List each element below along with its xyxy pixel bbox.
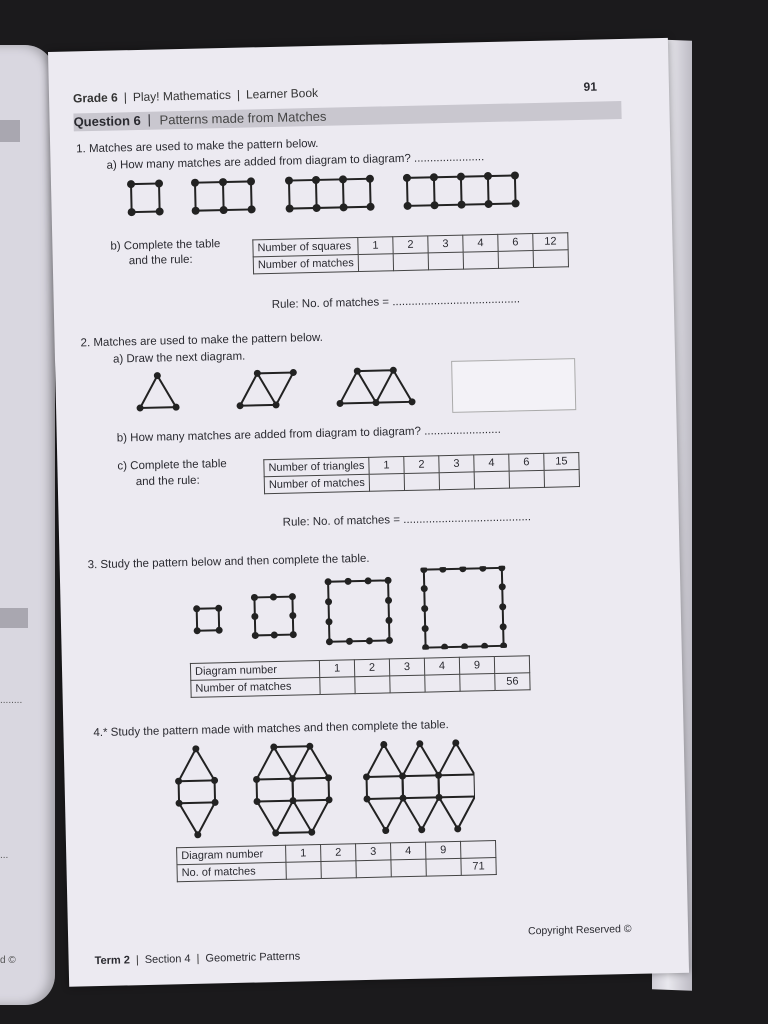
table-cell: 2 — [393, 236, 428, 254]
table-cell: 6 — [509, 453, 544, 471]
q2-c: c) Complete the table — [117, 458, 227, 473]
q1-intro: 1. Matches are used to make the pattern below. — [76, 137, 319, 156]
answer-cell[interactable] — [544, 470, 579, 488]
answer-cell[interactable] — [439, 472, 474, 490]
q4-hexagon-pattern — [174, 737, 476, 840]
table-cell: 1 — [319, 660, 354, 678]
answer-cell[interactable] — [463, 251, 498, 269]
q1-rule[interactable]: Rule: No. of matches = ........................................ — [271, 293, 521, 311]
table-cell: 15 — [544, 453, 579, 471]
grade-label: Grade 6 — [72, 90, 118, 106]
table-cell: 9 — [426, 841, 461, 859]
q2-drawing-box[interactable] — [451, 358, 576, 413]
table-cell: 3 — [439, 455, 474, 473]
table-cell: 4 — [391, 842, 426, 860]
q3-intro: 3. Study the pattern below and then complete the table. — [87, 552, 370, 572]
q2-c-rule-label: and the rule: — [135, 474, 200, 489]
table-row-header: Number of matches — [253, 255, 358, 274]
left-page-fragment: ... — [0, 850, 9, 861]
q1-table — [252, 232, 569, 274]
q2-intro: 2. Matches are used to make the pattern below. — [80, 331, 323, 350]
table-cell: 3 — [389, 658, 424, 676]
answer-cell[interactable] — [428, 252, 463, 270]
section-label: Section 4 — [144, 952, 191, 967]
q2-a: a) Draw the next diagram. — [112, 350, 246, 366]
book-type: Learner Book — [245, 85, 319, 102]
q4-table — [176, 840, 497, 882]
q1-b-rule-label: and the rule: — [128, 253, 193, 268]
left-page-fragment: ........ — [0, 695, 23, 706]
left-page-tab — [0, 120, 20, 142]
table-cell: 6 — [498, 234, 533, 252]
answer-cell[interactable] — [494, 656, 529, 674]
table-cell: 4 — [424, 657, 459, 675]
answer-cell[interactable] — [391, 859, 426, 877]
table-cell: 2 — [404, 456, 439, 474]
table-cell: 2 — [321, 844, 356, 862]
answer-cell[interactable] — [426, 858, 461, 876]
copyright: Copyright Reserved © — [527, 922, 632, 938]
table-row-header: Number of matches — [264, 474, 369, 493]
answer-cell[interactable] — [320, 677, 355, 695]
q3-square-pattern — [188, 565, 520, 654]
q1-a: a) How many matches are added from diagram to diagram? ...................... — [106, 151, 485, 172]
answer-cell[interactable] — [425, 674, 460, 692]
table-row-header: No. of matches — [177, 862, 286, 881]
table-row-header: Number of triangles — [264, 457, 369, 476]
table-cell: 1 — [358, 237, 393, 255]
table-cell: 4 — [463, 234, 498, 252]
q2-triangle-pattern — [133, 366, 424, 415]
q1-b: b) Complete the table — [110, 238, 221, 253]
table-cell: 1 — [286, 845, 321, 863]
answer-cell[interactable] — [461, 841, 496, 859]
table-cell: 9 — [459, 657, 494, 675]
answer-cell[interactable] — [356, 860, 391, 878]
answer-cell[interactable] — [533, 250, 568, 268]
table-cell: 1 — [369, 457, 404, 475]
answer-cell[interactable] — [474, 471, 509, 489]
left-page-tab — [0, 608, 28, 628]
table-cell: 3 — [428, 235, 463, 253]
answer-cell[interactable] — [509, 470, 544, 488]
answer-cell[interactable] — [498, 251, 533, 269]
page-footer: Term 2 | Section 4 | Geometric Patterns — [94, 950, 301, 968]
answer-cell[interactable] — [460, 674, 495, 692]
answer-cell[interactable] — [355, 676, 390, 694]
term-label: Term 2 — [94, 954, 131, 968]
answer-cell[interactable] — [286, 862, 321, 880]
q4-intro: 4.* Study the pattern made with matches and then complete the table. — [93, 719, 449, 740]
q2-b: b) How many matches are added from diagram to diagram? ........................ — [116, 423, 501, 445]
question-bar: Question 6 | Patterns made from Matches — [73, 101, 621, 131]
book-page — [48, 38, 689, 987]
page-number: 91 — [583, 79, 598, 94]
left-page — [0, 45, 55, 1005]
answer-cell[interactable] — [369, 474, 404, 492]
table-cell: 56 — [495, 673, 530, 691]
answer-cell[interactable] — [321, 861, 356, 879]
table-row-header: Diagram number — [190, 660, 319, 680]
answer-cell[interactable] — [393, 253, 428, 271]
book-title: Play! Mathematics — [132, 87, 232, 105]
table-cell: 12 — [533, 233, 568, 251]
q2-table — [263, 452, 580, 494]
left-page-fragment: d © — [0, 955, 16, 966]
q2-rule[interactable]: Rule: No. of matches = ........................................ — [282, 511, 532, 529]
topic-label: Geometric Patterns — [205, 950, 301, 965]
answer-cell[interactable] — [358, 254, 393, 272]
table-cell: 3 — [356, 843, 391, 861]
table-cell: 2 — [354, 659, 389, 677]
table-row-header: Number of matches — [191, 677, 320, 697]
table-row-header: Number of squares — [253, 238, 358, 257]
page-header: Grade 6 | Play! Mathematics | Learner Book — [72, 85, 319, 106]
q3-table — [190, 655, 531, 698]
q1-square-pattern — [121, 169, 522, 220]
answer-cell[interactable] — [404, 473, 439, 491]
question-title: Patterns made from Matches — [159, 108, 327, 128]
table-cell: 4 — [474, 454, 509, 472]
answer-cell[interactable] — [390, 675, 425, 693]
question-label: Question 6 — [73, 112, 141, 130]
table-row-header: Diagram number — [177, 845, 286, 864]
table-cell: 71 — [461, 858, 496, 876]
